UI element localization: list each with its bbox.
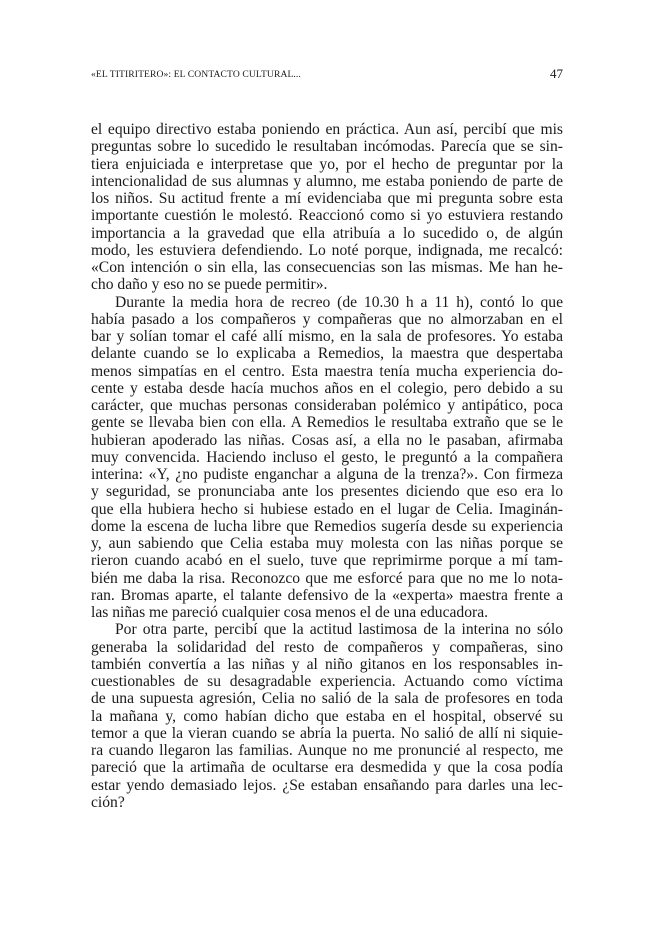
text-line: bién me daba la risa. Reconozco que me esforcé para que no me lo nota- bbox=[91, 569, 563, 587]
text-line: Por otra parte, percibí que la actitud lastimosa de la interina no sólo bbox=[115, 621, 563, 639]
text-line: importancia a la gravedad que ella atribuía a lo sucedido o, de algún bbox=[91, 224, 563, 242]
text-line: cuestionables de su desagradable experiencia. Actuando como víctima bbox=[91, 673, 563, 690]
body-text bbox=[91, 121, 563, 811]
text-line: también convertía a las niñas y al niño gitanos en los responsables in- bbox=[91, 655, 563, 673]
text-line: Durante la media hora de recreo (de 10.30 h a 11 h), contó lo que bbox=[115, 293, 563, 311]
text-line: preguntas sobre lo sucedido le resultaban incómodas. Parecía que se sin- bbox=[91, 138, 563, 156]
text-line: tiera enjuiciada e interpretase que yo, por el hecho de preguntar por la bbox=[91, 155, 563, 173]
text-line: que ella hubiera hecho si hubiese estado en el lugar de Celia. Imaginán- bbox=[91, 500, 563, 518]
text-line: ción? bbox=[91, 793, 125, 811]
text-line: menos simpatías en el centro. Esta maestra tenía mucha experiencia do- bbox=[91, 362, 563, 380]
text-line: dome la escena de lucha libre que Remedios sugería desde su experiencia bbox=[91, 517, 563, 535]
text-line: muy convencida. Haciendo incluso el gesto, le preguntó a la compañera bbox=[91, 448, 563, 466]
text-line: ra cuando llegaron las familias. Aunque no me pronuncié al respecto, me bbox=[91, 742, 563, 759]
text-line: «Con intención o sin ella, las consecuencias son las mismas. Me han he- bbox=[91, 259, 563, 276]
text-line: gente se llevaba bien con ella. A Remedios le resultaba extraño que se le bbox=[91, 414, 563, 432]
text-line: el equipo directivo estaba poniendo en práctica. Aun así, percibí que mis bbox=[91, 121, 563, 138]
text-line: las niñas me pareció cualquier cosa menos el de una educadora. bbox=[91, 604, 489, 621]
page-header bbox=[91, 66, 563, 82]
paragraph bbox=[91, 294, 563, 622]
text-line: los niños. Su actitud frente a mí evidenciaba que mi pregunta sobre esta bbox=[91, 190, 563, 207]
text-line: había pasado a los compañeros y compañeras que no almorzaban en el bbox=[91, 310, 563, 328]
text-line: ran. Bromas aparte, el talante defensivo de la «experta» maestra frente a bbox=[91, 586, 563, 604]
text-line: delante cuando se lo explicaba a Remedios, la maestra que despertaba bbox=[91, 345, 563, 363]
text-line: temor a que la vieran cuando se abría la puerta. No salió de allí ni siquie- bbox=[91, 724, 563, 742]
running-title: «EL TITIRITERO»: EL CONTACTO CULTURAL... bbox=[91, 69, 301, 80]
text-line: cente y estaba desde hacía muchos años en el colegio, pero debido a su bbox=[91, 379, 563, 397]
text-line: interina: «Y, ¿no pudiste enganchar a alguna de la trenza?». Con firmeza bbox=[91, 466, 563, 483]
text-line: cho daño y eso no se puede permitir». bbox=[91, 276, 328, 294]
text-line: modo, les estuviera defendiendo. Lo noté porque, indignada, me recalcó: bbox=[91, 241, 563, 259]
text-line: de una supuesta agresión, Celia no salió de la sala de profesores en toda bbox=[91, 690, 563, 708]
text-line: y seguridad, se pronunciaba ante los presentes diciendo que eso era lo bbox=[91, 483, 563, 501]
text-line: bar y solían tomar el café allí mismo, en la sala de profesores. Yo estaba bbox=[91, 328, 563, 345]
paragraph bbox=[91, 121, 563, 294]
text-line: generaba la solidaridad del resto de compañeros y compañeras, sino bbox=[91, 638, 563, 656]
text-line: intencionalidad de sus alumnas y alumno, me estaba poniendo de parte de bbox=[91, 172, 563, 190]
text-line: importante cuestión le molestó. Reaccionó como si yo estuviera restando bbox=[91, 207, 563, 225]
text-line: rieron cuando acabó en el suelo, tuve que reprimirme porque a mí tam- bbox=[91, 552, 563, 570]
text-line: estar yendo demasiado lejos. ¿Se estaban ensañando para darles una lec- bbox=[91, 776, 563, 794]
page-number: 47 bbox=[550, 66, 563, 81]
text-line: y, aun sabiendo que Celia estaba muy molesta con las niñas porque se bbox=[91, 535, 563, 552]
text-line: hubieran apoderado las niñas. Cosas así, a ella no le pasaban, afirmaba bbox=[91, 431, 563, 449]
paragraph bbox=[91, 621, 563, 811]
text-line: carácter, que muchas personas consideraban polémico y antipático, poca bbox=[91, 397, 563, 414]
text-line: pareció que la artimaña de ocultarse era desmedida y que la cosa podía bbox=[91, 759, 563, 777]
text-line: la mañana y, como habían dicho que estaba en el hospital, observé su bbox=[91, 707, 563, 725]
